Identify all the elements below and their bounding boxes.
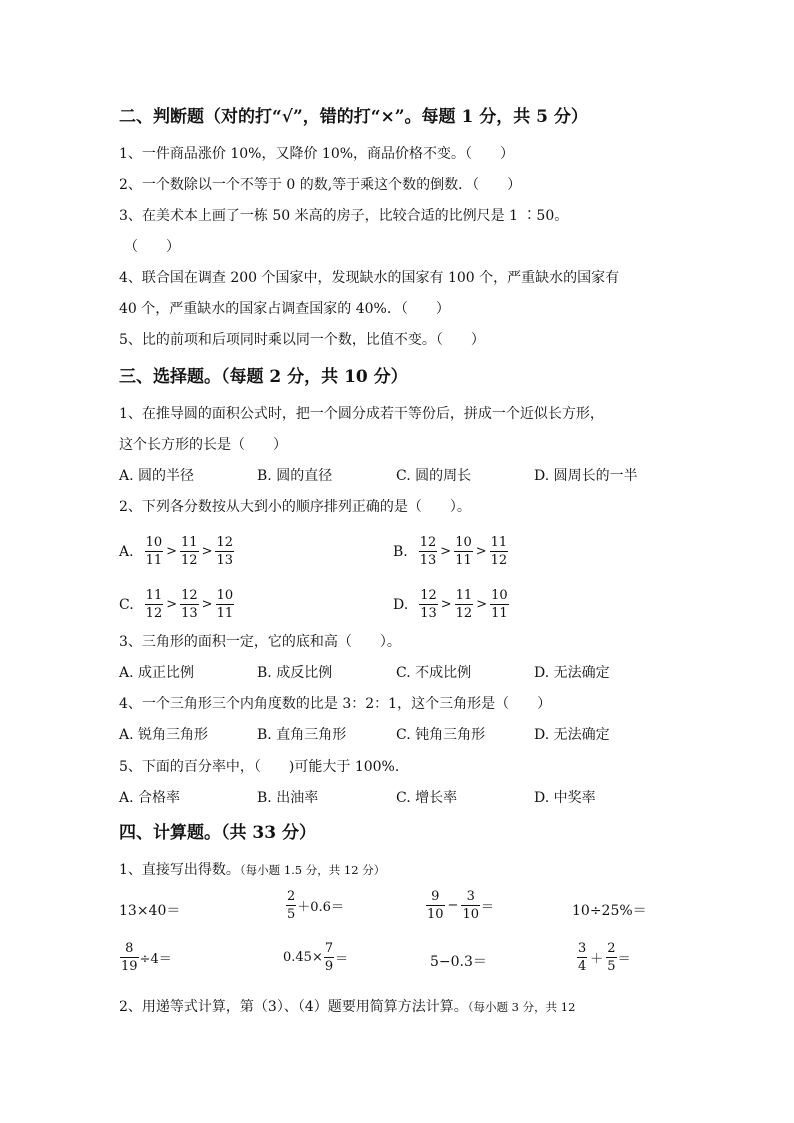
greater-than-sign: > [475, 544, 487, 559]
section-4-title: 四、计算题。（共 33 分） [119, 823, 316, 843]
expression-7: 5−0.3＝ [430, 954, 487, 970]
choice-1-option-a: A. 圆的半径 [119, 468, 195, 484]
calc-question-2-note: （每小题 3 分，共 12 [467, 1000, 576, 1014]
greater-than-sign: > [440, 597, 452, 612]
fraction: $\frac{3}{4}$ [578, 941, 587, 974]
choice-2-option-b [393, 534, 509, 569]
expression-3: $\frac{9}{10}$ − $\frac{3}{10}$ ＝ [427, 889, 495, 922]
fraction: $\frac{10}{11}$ [455, 535, 472, 568]
expression-4: 10÷25%＝ [572, 903, 647, 919]
fraction: $\frac{11}{12}$ [455, 588, 473, 621]
fraction: $\frac{2}{5}$ [287, 889, 296, 922]
choice-4-option-c: C. 钝角三角形 [396, 727, 486, 743]
section-2-title: 二、判断题（对的打“√”，错的打“×”。每题 1 分，共 5 分） [119, 107, 588, 127]
fraction: $\frac{2}{5}$ [607, 941, 616, 974]
choice-question-1-line2: 这个长方形的长是（ ） [119, 437, 287, 453]
greater-than-sign: > [201, 597, 213, 612]
choice-3-option-c: C. 不成比例 [396, 665, 472, 681]
fraction: $\frac{9}{10}$ [427, 889, 444, 922]
judge-question-5: 5、比的前项和后项同时乘以同一个数，比值不变。（ ） [119, 332, 485, 348]
fraction: $\frac{3}{10}$ [462, 889, 479, 922]
fraction: $\frac{12}{13}$ [419, 535, 437, 568]
choice-3-option-d: D. 无法确定 [534, 665, 610, 681]
choice-1-option-c: C. 圆的周长 [396, 468, 472, 484]
choice-5-option-b: B. 出油率 [257, 790, 319, 806]
calc-question-2 [119, 997, 575, 1017]
greater-than-sign: > [201, 544, 213, 559]
expression-8: $\frac{3}{4}$ ＋ $\frac{2}{5}$ ＝ [578, 941, 631, 974]
choice-question-2: 2、下列各分数按从大到小的顺序排列正确的是（ ）。 [119, 499, 471, 515]
expression-5: $\frac{8}{19}$ ÷4＝ [121, 941, 172, 974]
greater-than-sign: > [440, 544, 452, 559]
judge-question-1: 1、一件商品涨价 10%，又降价 10%，商品价格不变。（ ） [119, 146, 515, 162]
choice-4-option-d: D. 无法确定 [534, 727, 610, 743]
calc-question-1-note: （每小题 1.5 分，共 12 分） [239, 863, 386, 877]
judge-question-4-line1: 4、联合国在调查 200 个国家中，发现缺水的国家有 100 个，严重缺水的国家有 [119, 270, 620, 286]
fraction: $\frac{11}{12}$ [145, 588, 163, 621]
expression-6: 0.45× $\frac{7}{9}$ ＝ [283, 941, 349, 974]
option-label: A. [119, 543, 134, 560]
fraction: $\frac{10}{11}$ [491, 588, 508, 621]
calc-question-2-text: 2、用递等式计算，第（3）、（4）题要用简算方法计算。 [119, 999, 468, 1015]
greater-than-sign: > [166, 597, 178, 612]
choice-2-option-a [119, 534, 235, 569]
judge-question-3: 3、在美术本上画了一栋 50 米高的房子，比较合适的比例尺是 1 ∶50。 [119, 208, 569, 224]
choice-question-3: 3、三角形的面积一定，它的底和高（ ）。 [119, 634, 401, 650]
choice-5-option-d: D. 中奖率 [534, 790, 596, 806]
option-label: D. [393, 596, 409, 613]
choice-3-option-b: B. 成反比例 [257, 665, 333, 681]
choice-4-option-a: A. 锐角三角形 [119, 727, 209, 743]
expression-1: 13×40＝ [119, 903, 181, 919]
choice-question-1-line1: 1、在推导圆的面积公式时，把一个圆分成若干等份后，拼成一个近似长方形， [119, 406, 604, 422]
fraction: $\frac{12}{13}$ [181, 588, 198, 621]
judge-question-2: 2、一个数除以一个不等于 0 的数,等于乘这个数的倒数．（ ） [119, 177, 522, 193]
section-3-title: 三、选择题。（每题 2 分，共 10 分） [119, 367, 408, 387]
choice-1-option-d: D. 圆周长的一半 [534, 468, 638, 484]
fraction: $\frac{11}{12}$ [181, 535, 198, 568]
option-label: B. [393, 543, 408, 560]
expression-2: $\frac{2}{5}$ ＋0.6＝ [287, 889, 344, 922]
calc-question-1-text: 1、直接写出得数。 [119, 862, 240, 878]
fraction: $\frac{10}{11}$ [145, 535, 163, 568]
choice-1-option-b: B. 圆的直径 [257, 468, 333, 484]
greater-than-sign: > [166, 544, 178, 559]
choice-5-option-c: C. 增长率 [396, 790, 458, 806]
choice-5-option-a: A. 合格率 [119, 790, 181, 806]
choice-question-5: 5、下面的百分率中，（ )可能大于 100%. [119, 759, 400, 775]
fraction: $\frac{7}{9}$ [324, 941, 334, 974]
judge-question-4-line2: 40 个，严重缺水的国家占调查国家的 40%．（ ） [119, 301, 450, 317]
choice-2-option-c [119, 587, 235, 622]
choice-4-option-b: B. 直角三角形 [257, 727, 347, 743]
fraction: $\frac{12}{13}$ [420, 588, 437, 621]
fraction: $\frac{8}{19}$ [121, 941, 138, 974]
choice-question-4: 4、一个三角形三个内角度数的比是 3：2：1，这个三角形是（ ） [119, 696, 552, 712]
fraction: $\frac{11}{12}$ [490, 535, 508, 568]
fraction: $\frac{12}{13}$ [216, 535, 234, 568]
choice-3-option-a: A. 成正比例 [119, 665, 195, 681]
choice-2-option-d [393, 587, 510, 622]
judge-question-3-blank: （ ） [124, 239, 180, 255]
option-label: C. [119, 596, 134, 613]
fraction: $\frac{10}{11}$ [216, 588, 234, 621]
calc-question-1 [119, 860, 385, 880]
greater-than-sign: > [476, 597, 488, 612]
